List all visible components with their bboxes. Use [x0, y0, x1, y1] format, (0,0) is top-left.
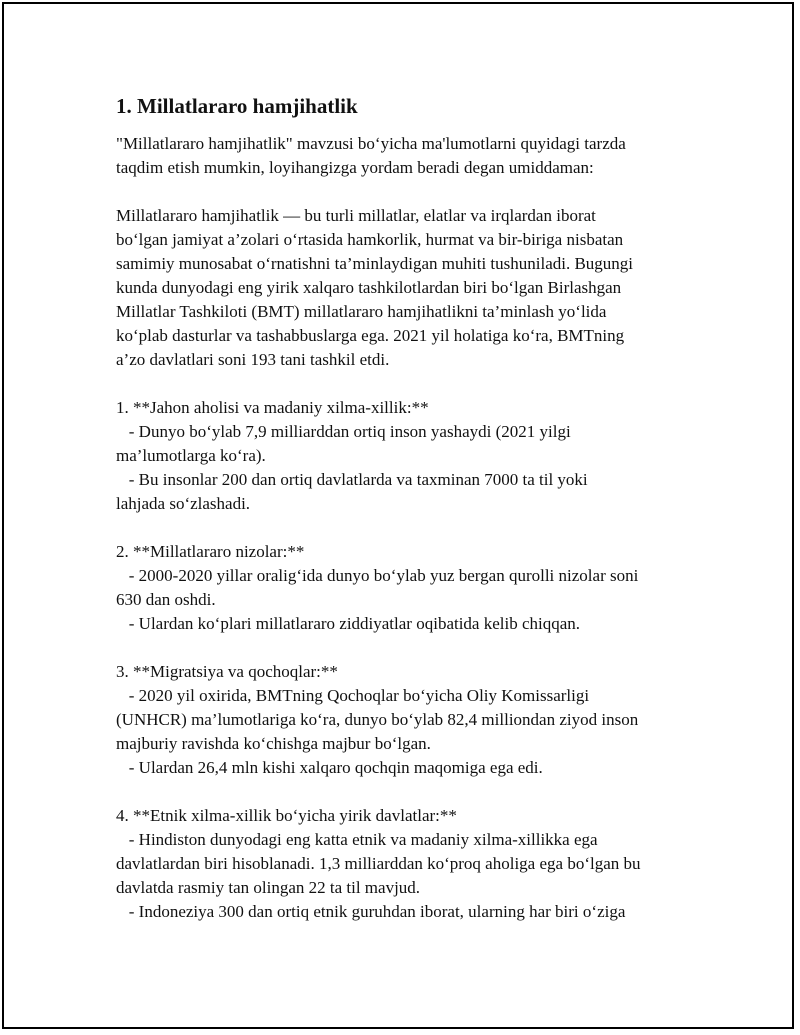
text-line: (UNHCR) ma’lumotlariga koʻra, dunyo boʻylab 82,4 milliondan ziyod inson [116, 710, 639, 729]
text-line: majburiy ravishda koʻchishga majbur boʻlgan. [116, 734, 431, 753]
paragraph-gap [116, 780, 691, 804]
text-line: - Hindiston dunyodagi eng katta etnik va madaniy xilma-xillikka ega [116, 830, 598, 849]
text-line: samimiy munosabat oʻrnatishni ta’minlaydigan muhiti tushuniladi. Bugungi [116, 254, 634, 273]
text-line: - Indoneziya 300 dan ortiq etnik guruhdan iborat, ularning har biri oʻziga [116, 902, 626, 921]
text-line: - 2020 yil oxirida, BMTning Qochoqlar boʻyicha Oliy Komissarligi [116, 686, 590, 705]
text-line: "Millatlararo hamjihatlik" mavzusi boʻyicha ma'lumotlarni quyidagi tarzda [116, 134, 626, 153]
text-line: 1. **Jahon aholisi va madaniy xilma-xillik:** [116, 398, 429, 417]
text-line: 3. **Migratsiya va qochoqlar:** [116, 662, 338, 681]
text-line: ma’lumotlarga koʻra). [116, 446, 266, 465]
text-line: davlatda rasmiy tan olingan 22 ta til mavjud. [116, 878, 421, 897]
paragraph-gap [116, 636, 691, 660]
text-line: koʻplab dasturlar va tashabbuslarga ega. 2021 yil holatiga koʻra, BMTning [116, 326, 625, 345]
text-line: 2. **Millatlararo nizolar:** [116, 542, 305, 561]
text-line: lahjada soʻzlashadi. [116, 494, 251, 513]
text-line: 4. **Etnik xilma-xillik boʻyicha yirik davlatlar:** [116, 806, 457, 825]
text-line: - Dunyo boʻylab 7,9 milliarddan ortiq inson yashaydi (2021 yilgi [116, 422, 571, 441]
text-line: Millatlar Tashkiloti (BMT) millatlararo hamjihatlikni ta’minlash yoʻlida [116, 302, 607, 321]
paragraph-gap [116, 180, 691, 204]
paragraph-gap [116, 372, 691, 396]
document-body [116, 93, 691, 924]
text-line: - 2000-2020 yillar oraligʻida dunyo boʻylab yuz bergan qurolli nizolar soni [116, 566, 639, 585]
text-line: - Ulardan 26,4 mln kishi xalqaro qochqin maqomiga ega edi. [116, 758, 543, 777]
text-line: a’zo davlatlari soni 193 tani tashkil etdi. [116, 350, 390, 369]
paragraph-gap [116, 516, 691, 540]
text-line: davlatlardan biri hisoblanadi. 1,3 milliarddan koʻproq aholiga ega boʻlgan bu [116, 854, 641, 873]
document-text [116, 132, 691, 924]
text-line: 630 dan oshdi. [116, 590, 216, 609]
document-heading: 1. Millatlararo hamjihatlik [116, 94, 358, 118]
text-line: Millatlararo hamjihatlik — bu turli millatlar, elatlar va irqlardan iborat [116, 206, 596, 225]
text-line: - Ulardan koʻplari millatlararo ziddiyatlar oqibatida kelib chiqqan. [116, 614, 581, 633]
text-line: taqdim etish mumkin, loyihangizga yordam beradi degan umiddaman: [116, 158, 594, 177]
text-line: - Bu insonlar 200 dan ortiq davlatlarda va taxminan 7000 ta til yoki [116, 470, 588, 489]
text-line: kunda dunyodagi eng yirik xalqaro tashkilotlardan biri boʻlgan Birlashgan [116, 278, 622, 297]
text-line: boʻlgan jamiyat a’zolari oʻrtasida hamkorlik, hurmat va bir-biriga nisbatan [116, 230, 624, 249]
